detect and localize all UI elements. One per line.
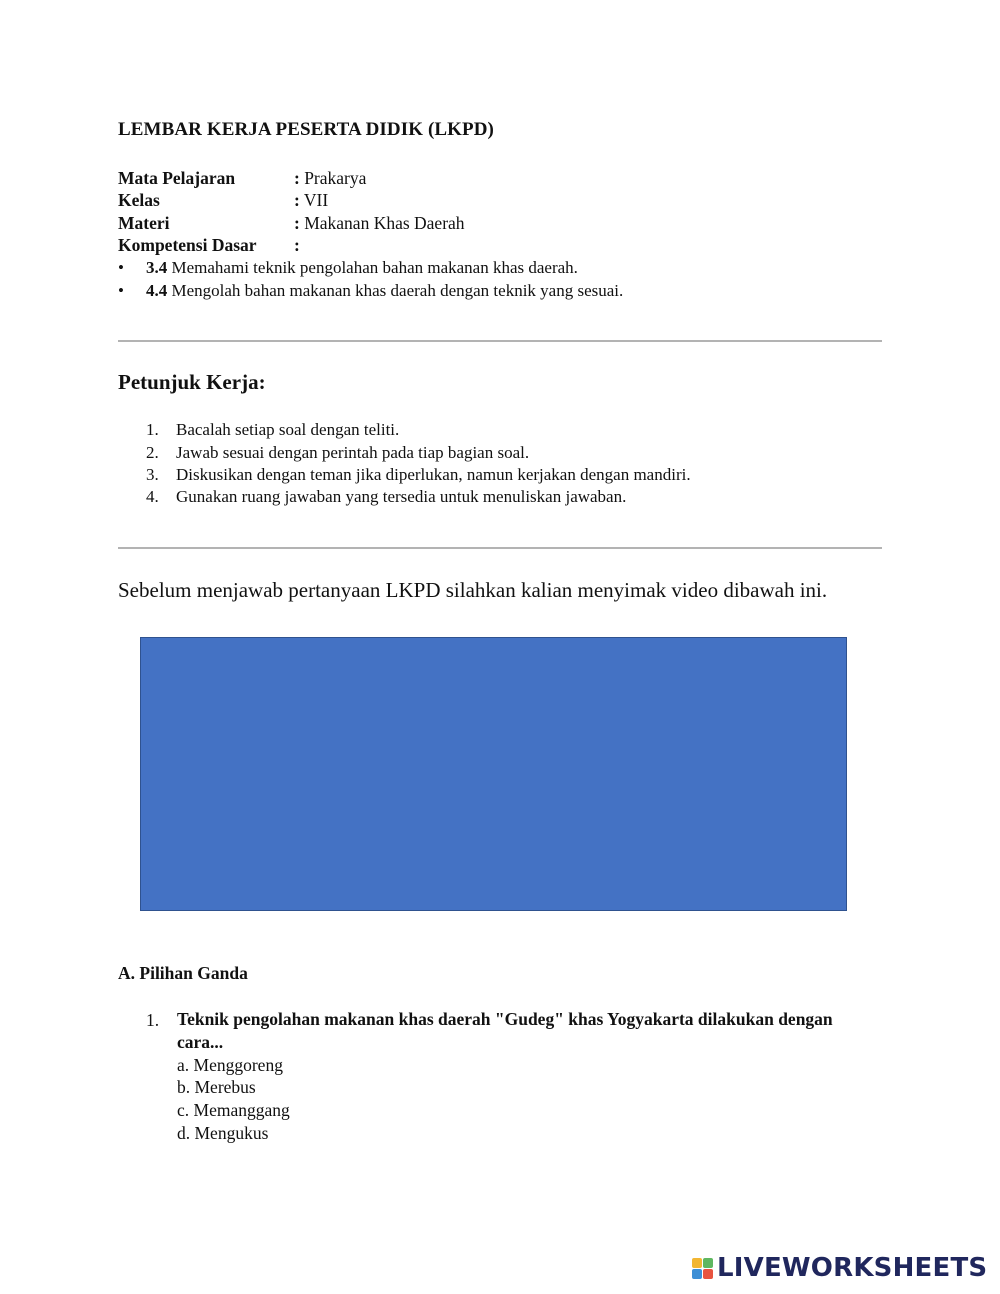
document-title: LEMBAR KERJA PESERTA DIDIK (LKPD) [118, 119, 494, 140]
meta-label: Materi [118, 213, 170, 233]
answer-option[interactable]: b. Merebus [177, 1077, 256, 1097]
divider [118, 340, 882, 342]
kd-item [118, 280, 623, 302]
section-heading: A. Pilihan Ganda [118, 963, 248, 983]
kd-text: Mengolah bahan makanan khas daerah dengan teknik yang sesuai. [167, 281, 624, 300]
meta-colon: : [294, 235, 300, 255]
kd-text: Memahami teknik pengolahan bahan makanan khas daerah. [167, 258, 578, 277]
answer-option[interactable]: c. Memanggang [177, 1100, 290, 1120]
meta-value: Makanan Khas Daerah [304, 213, 465, 233]
meta-value: Prakarya [304, 168, 367, 188]
logo-mark-icon [692, 1258, 713, 1279]
meta-value: VII [303, 190, 329, 210]
list-number: 1. [146, 420, 159, 439]
video-placeholder[interactable] [140, 637, 847, 911]
meta-competency [118, 234, 300, 256]
logo-square [692, 1269, 702, 1279]
question-text: Teknik pengolahan makanan khas daerah "Gudeg" khas Yogyakarta dilakukan dengan cara... [177, 1009, 833, 1052]
video-intro-text: Sebelum menjawab pertanyaan LKPD silahkan kalian menyimak video dibawah ini. [118, 578, 828, 602]
meta-label: Mata Pelajaran [118, 168, 236, 188]
list-item [146, 464, 691, 487]
answer-option[interactable]: a. Menggoreng [177, 1055, 283, 1075]
kd-code: 4.4 [146, 281, 168, 300]
meta-subject [118, 167, 366, 189]
list-item [146, 486, 626, 509]
meta-class [118, 189, 328, 211]
question-number: 1. [146, 1010, 160, 1030]
bullet-icon: • [118, 281, 124, 300]
meta-colon: : [294, 168, 300, 188]
answer-option[interactable]: d. Mengukus [177, 1123, 269, 1143]
logo-square [703, 1258, 713, 1268]
meta-label: Kompetensi Dasar [118, 235, 257, 255]
meta-colon: : [294, 213, 300, 233]
list-text: Diskusikan dengan teman jika diperlukan, namun kerjakan dengan mandiri. [176, 465, 691, 484]
bullet-icon: • [118, 258, 124, 277]
meta-colon: : [294, 190, 300, 210]
divider [118, 547, 882, 549]
list-text: Jawab sesuai dengan perintah pada tiap bagian soal. [176, 443, 530, 462]
kd-item [118, 257, 578, 279]
list-item [146, 442, 529, 465]
list-number: 3. [146, 465, 159, 484]
list-number: 2. [146, 443, 159, 462]
logo-square [692, 1258, 702, 1268]
logo-text: LIVEWORKSHEETS [717, 1253, 988, 1283]
list-text: Gunakan ruang jawaban yang tersedia untuk menuliskan jawaban. [176, 487, 627, 506]
meta-material [118, 212, 465, 234]
list-number: 4. [146, 487, 159, 506]
list-text: Bacalah setiap soal dengan teliti. [176, 420, 400, 439]
list-item [146, 419, 399, 442]
liveworksheets-logo [692, 1253, 987, 1283]
meta-label: Kelas [118, 190, 160, 210]
kd-code: 3.4 [146, 258, 168, 277]
logo-square [703, 1269, 713, 1279]
instructions-heading: Petunjuk Kerja: [118, 370, 266, 394]
